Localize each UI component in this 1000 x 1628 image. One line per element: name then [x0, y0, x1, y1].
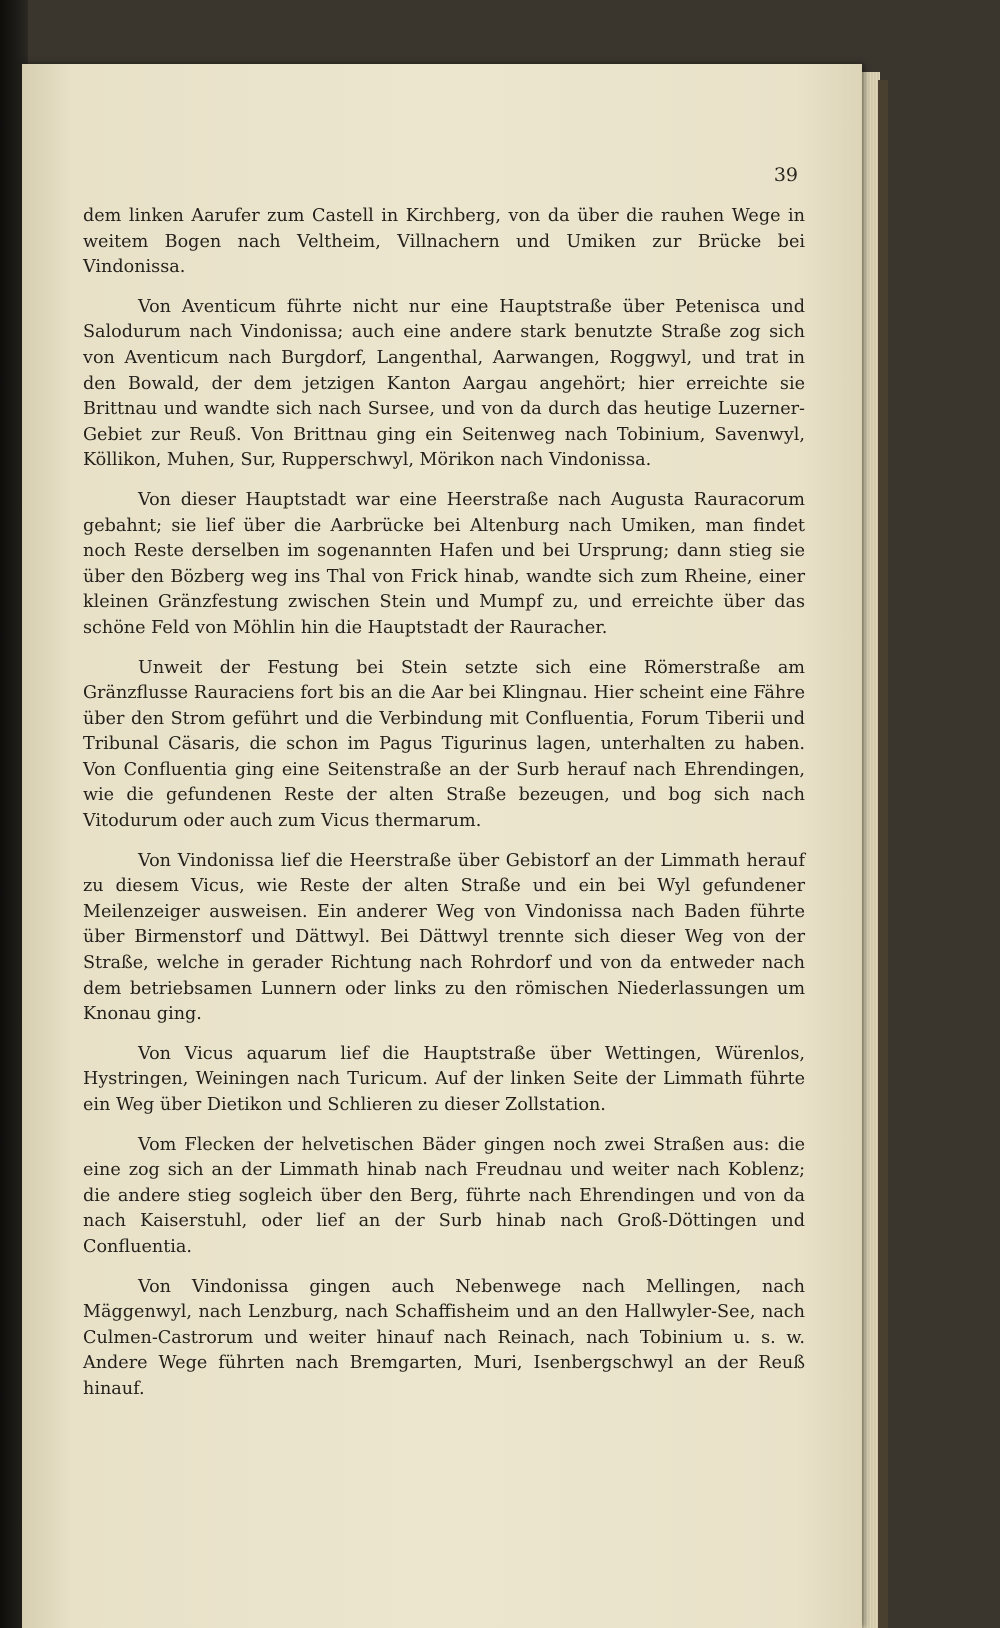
- page-number: 39: [773, 164, 798, 186]
- paragraph: Von Vindonissa gingen auch Nebenwege nach Mellingen, nach Mäggenwyl, nach Lenzburg, nach Schaffisheim und an den Hallwyler-See, nach Culmen-Castrorum und weiter hinauf nach Reinach, nach Tobinium u. s. w. Andere Wege führten nach Bremgarten, Muri, Isenbergschwyl an der Reuß hinauf.: [83, 1276, 805, 1399]
- paragraph: Von Vicus aquarum lief die Hauptstraße über Wettingen, Würenlos, Hystringen, Weiningen nach Turicum. Auf der linken Seite der Limmath führte ein Weg über Dietikon und Schlieren zu dieser Zollstation.: [83, 1043, 805, 1115]
- paragraph: Von Aventicum führte nicht nur eine Hauptstraße über Petenisca und Salodurum nach Vindonissa; auch eine andere stark benutzte Straße zog sich von Aventicum nach Burgdorf, Langenthal, Aarwangen, Roggwyl, und trat in den Bowald, der dem jetzigen Kanton Aargau angehört; hier erreichte sie Brittnau und wandte sich nach Sursee, und von da durch das heutige Luzerner-Gebiet zur Reuß. Von Brittnau ging ein Seitenweg nach Tobinium, Savenwyl, Köllikon, Muhen, Sur, Rupperschwyl, Mörikon nach Vindonissa.: [83, 296, 805, 471]
- book-cover-edge: [878, 80, 888, 1628]
- book-page: [22, 64, 862, 1628]
- paragraph: dem linken Aarufer zum Castell in Kirchberg, von da über die rauhen Wege in weitem Bogen nach Veltheim, Villnachern und Umiken zur Brücke bei Vindonissa.: [83, 206, 805, 278]
- page-text: [83, 204, 805, 1417]
- paragraph: Unweit der Festung bei Stein setzte sich eine Römerstraße am Gränzflusse Rauraciens fort bis an die Aar bei Klingnau. Hier scheint eine Fähre über den Strom geführt und die Verbindung mit Confluentia, Forum Tiberii und Tribunal Cäsaris, die schon im Pagus Tigurinus lagen, unterhalten zu haben. Von Confluentia ging eine Seitenstraße an der Surb herauf nach Ehrendingen, wie die gefundenen Reste der alten Straße bezeugen, und bog sich nach Vitodurum oder auch zum Vicus thermarum.: [83, 657, 805, 832]
- paragraph: Von Vindonissa lief die Heerstraße über Gebistorf an der Limmath herauf zu diesem Vicus, wie Reste der alten Straße und ein bei Wyl gefundener Meilenzeiger ausweisen. Ein anderer Weg von Vindonissa nach Baden führte über Birmenstorf und Dättwyl. Bei Dättwyl trennte sich dieser Weg von der Straße, welche in gerader Richtung nach Rohrdorf und von da entweder nach dem betriebsamen Lunnern oder links zu den römischen Niederlassungen um Knonau ging.: [83, 850, 805, 1025]
- paragraph: Von dieser Hauptstadt war eine Heerstraße nach Augusta Rauracorum gebahnt; sie lief über die Aarbrücke bei Altenburg nach Umiken, man findet noch Reste derselben im sogenannten Hafen und bei Ursprung; dann stieg sie über den Bözberg weg ins Thal von Frick hinab, wandte sich zum Rheine, einer kleinen Gränzfestung zwischen Stein und Mumpf zu, und erreichte über das schöne Feld von Möhlin hin die Hauptstadt der Rauracher.: [83, 489, 805, 638]
- paragraph: Vom Flecken der helvetischen Bäder gingen noch zwei Straßen aus: die eine zog sich an der Limmath hinab nach Freudnau und weiter nach Koblenz; die andere stieg sogleich über den Berg, führte nach Ehrendingen und von da nach Kaiserstuhl, oder lief an der Surb hinab nach Groß-Döttingen und Confluentia.: [83, 1134, 805, 1257]
- page-edges: [860, 72, 880, 1628]
